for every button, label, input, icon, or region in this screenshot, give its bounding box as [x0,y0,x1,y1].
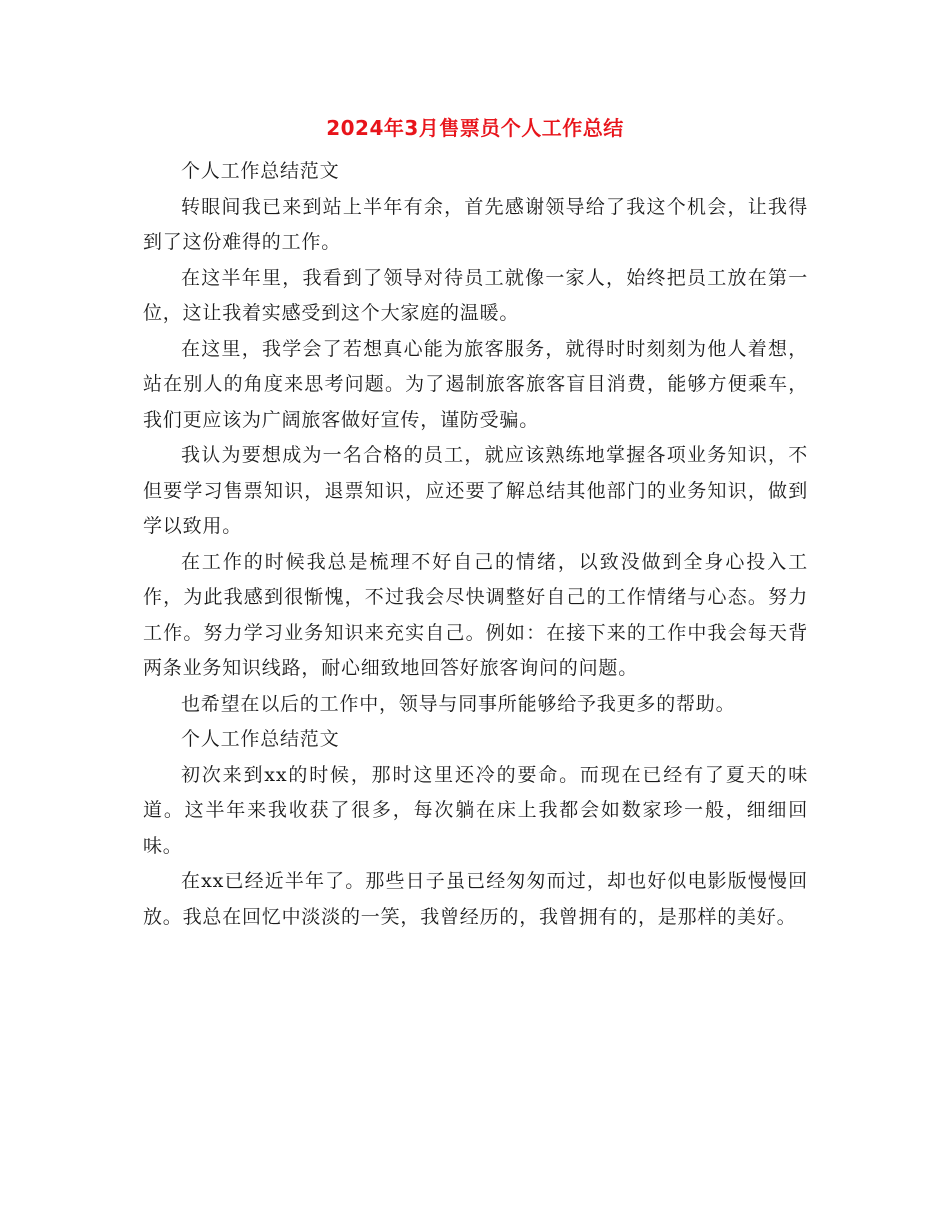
paragraph: 我认为要想成为一名合格的员工，就应该熟练地掌握各项业务知识，不但要学习售票知识，退票知识，应还要了解总结其他部门的业务知识，做到学以致用。 [143,444,808,537]
paragraph: 在工作的时候我总是梳理不好自己的情绪，以致没做到全身心投入工作，为此我感到很惭愧，不过我会尽快调整好自己的工作情绪与心态。努力工作。努力学习业务知识来充实自己。例如：在接下来的工作中我会每天背两条业务知识线路，耐心细致地回答好旅客询问的问题。 [143,550,808,679]
paragraph: 转眼间我已来到站上半年有余，首先感谢领导给了我这个机会，让我得到了这份难得的工作。 [143,195,808,253]
paragraph: 在xx已经近半年了。那些日子虽已经匆匆而过，却也好似电影版慢慢回放。我总在回忆中淡淡的一笑，我曾经历的，我曾拥有的，是那样的美好。 [143,870,808,928]
paragraph-heading-1: 个人工作总结范文 [181,160,340,182]
document-title: 2024年3月售票员个人工作总结 [326,116,624,140]
paragraph: 也希望在以后的工作中，领导与同事所能够给予我更多的帮助。 [181,692,736,715]
paragraph: 在这半年里，我看到了领导对待员工就像一家人，始终把员工放在第一位，这让我着实感受到这个大家庭的温暖。 [143,266,808,324]
paragraph-heading-2: 个人工作总结范文 [181,728,340,750]
paragraph: 在这里，我学会了若想真心能为旅客服务，就得时时刻刻为他人着想，站在别人的角度来思考问题。为了遏制旅客旅客盲目消费，能够方便乘车，我们更应该为广阔旅客做好宣传，谨防受骗。 [143,337,808,431]
paragraph: 初次来到xx的时候，那时这里还冷的要命。而现在已经有了夏天的味道。这半年来我收获了很多，每次躺在床上我都会如数家珍一般，细细回味。 [143,763,808,857]
document-body [143,154,808,935]
